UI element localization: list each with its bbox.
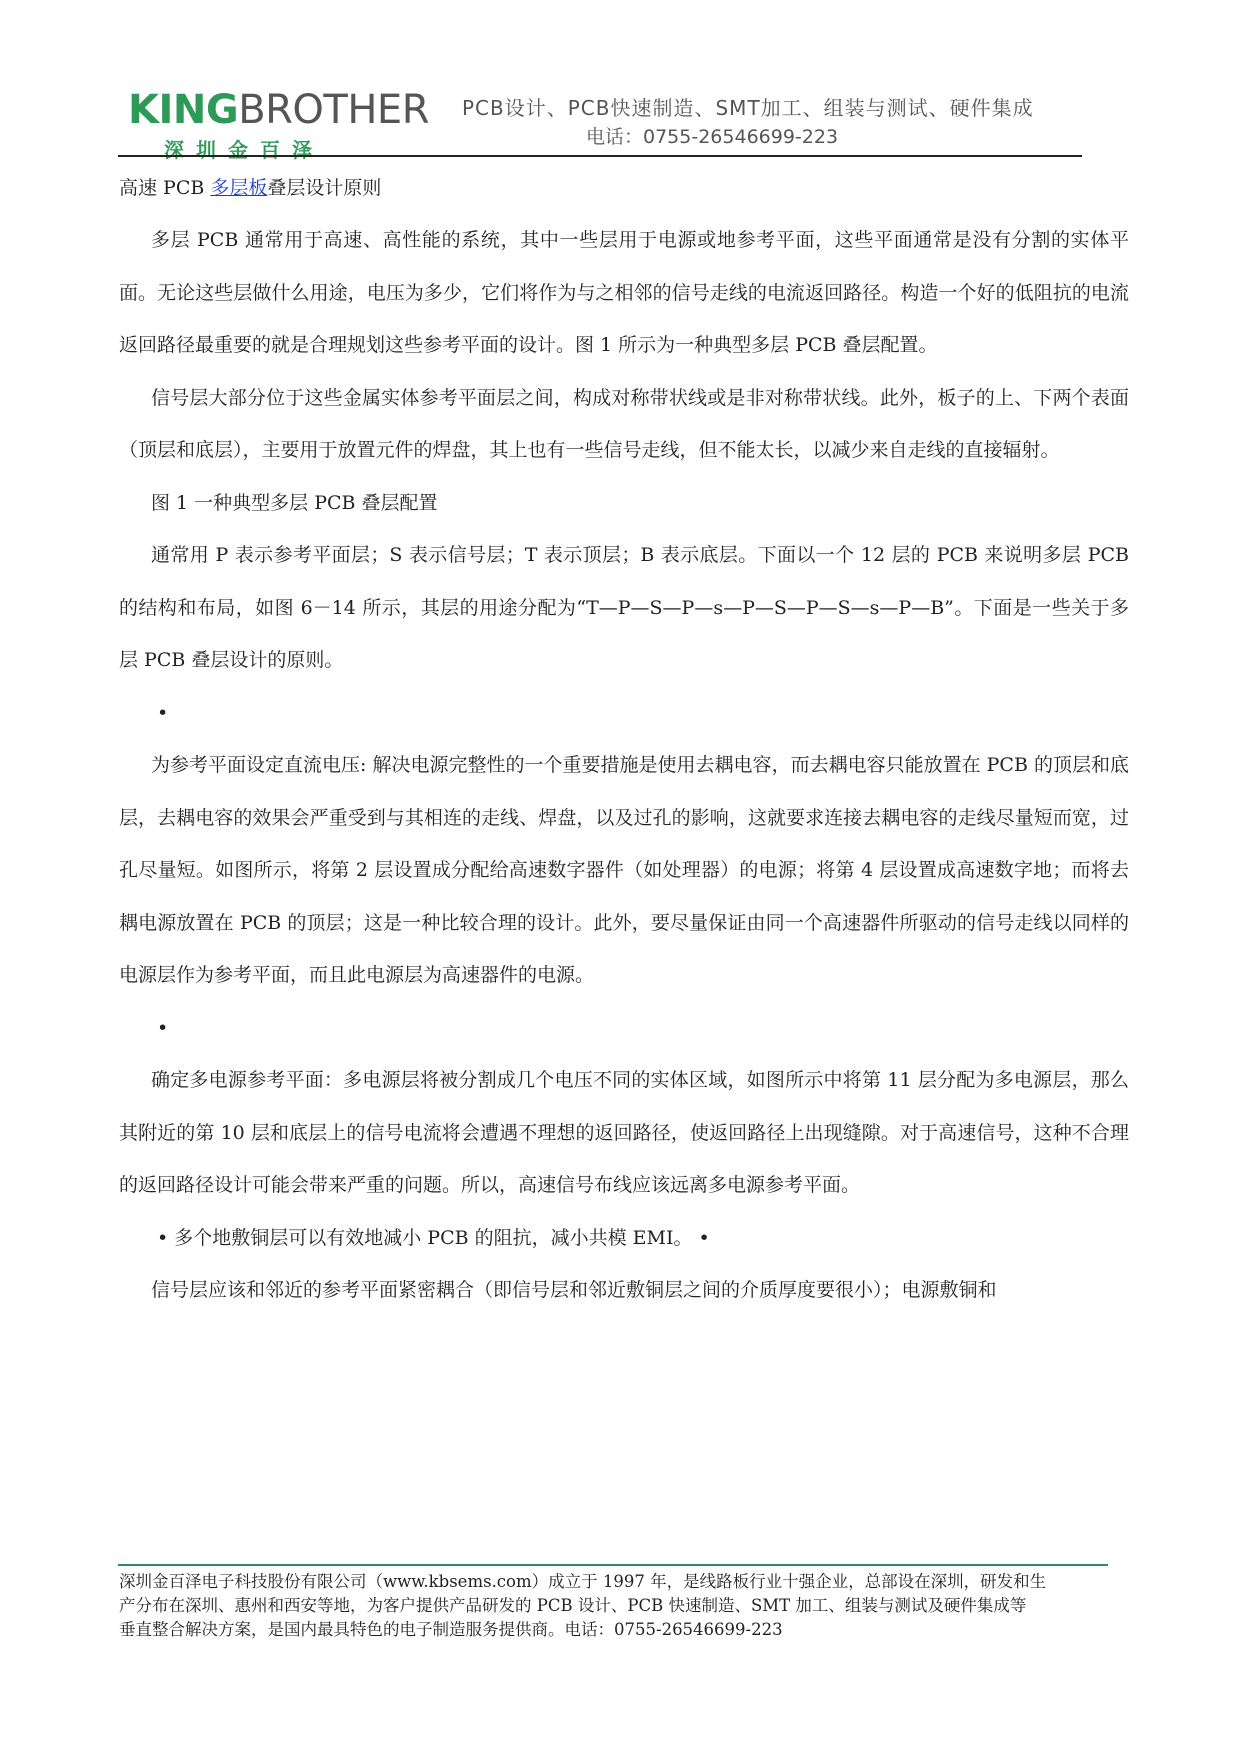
footer-line-2: 产分布在深圳、惠州和西安等地，为客户提供产品研发的 PCB 设计、PCB 快速制造、SMT 加工、组装与测试及硬件集成等 xyxy=(119,1596,1027,1615)
bullet-ground-copper: • 多个地敷铜层可以有效地减小 PCB 的阻抗，减小共模 EMI。 • xyxy=(157,1226,710,1249)
title-link-multilayer-board[interactable]: 多层板 xyxy=(210,177,268,199)
company-logo xyxy=(128,87,429,163)
paragraph-signal-coupling: 信号层应该和邻近的参考平面紧密耦合（即信号层和邻近敷铜层之间的介质厚度要很小）；电源敷铜和 xyxy=(151,1279,997,1301)
logo-chinese-name: 深圳金百泽 xyxy=(164,138,324,162)
paragraph-layer-notation: 通常用 P 表示参考平面层；S 表示信号层；T 表示顶层；B 表示底层。下面以一个 12 层的 PCB 来说明多层 PCB 的结构和布局，如图 6－14 所示，其层的用途分配为“T—P—S—P—s—P—S—P—S—s—P—B”。下面是一些关于多层 PCB 叠层设计的原则。 xyxy=(119,544,1129,671)
header-slogan: PCB设计、PCB快速制造、SMT加工、组装与测试、硬件集成 xyxy=(462,96,1034,120)
logo-brother: BROTHER xyxy=(238,87,429,133)
title-prefix: 高速 PCB xyxy=(119,177,211,199)
paragraph-multi-power-plane: 确定多电源参考平面：多电源层将被分割成几个电压不同的实体区域，如图所示中将第 11 层分配为多电源层，那么其附近的第 10 层和底层上的信号电流将会遭遇不理想的返回路径，使返回路径上出现缝隙。对于高速信号，这种不合理的返回路径设计可能会带来严重的问题。所以，高速信号布线应该远离多电源参考平面。 xyxy=(119,1069,1129,1196)
logo-wordmark xyxy=(128,87,429,133)
footer-divider xyxy=(118,1564,1108,1566)
bullet-marker-2: • xyxy=(157,1016,169,1039)
logo-king: KING xyxy=(128,87,239,133)
page-header xyxy=(0,0,1241,160)
header-phone: 电话：0755-26546699-223 xyxy=(586,126,839,148)
paragraph-intro: 多层 PCB 通常用于高速、高性能的系统，其中一些层用于电源或地参考平面，这些平面通常是没有分割的实体平面。无论这些层做什么用途，电压为多少，它们将作为与之相邻的信号走线的电流返回路径。构造一个好的低阻抗的电流返回路径最重要的就是合理规划这些参考平面的设计。图 1 所示为一种典型多层 PCB 叠层配置。 xyxy=(119,229,1129,356)
figure-caption: 图 1 一种典型多层 PCB 叠层配置 xyxy=(151,491,438,514)
footer-line-1: 深圳金百泽电子科技股份有限公司（www.kbsems.com）成立于 1997 年，是线路板行业十强企业，总部设在深圳，研发和生 xyxy=(119,1572,1047,1591)
footer-line-3: 垂直整合解决方案，是国内最具特色的电子制造服务提供商。电话：0755-26546699-223 xyxy=(119,1620,783,1639)
document-body xyxy=(119,162,1129,1317)
document-title xyxy=(119,162,1129,214)
paragraph-signal-layers: 信号层大部分位于这些金属实体参考平面层之间，构成对称带状线或是非对称带状线。此外，板子的上、下两个表面（顶层和底层），主要用于放置元件的焊盘，其上也有一些信号走线，但不能太长，以减少来自走线的直接辐射。 xyxy=(119,386,1129,461)
bullet-marker-1: • xyxy=(157,701,169,724)
paragraph-dc-voltage: 为参考平面设定直流电压: 解决电源完整性的一个重要措施是使用去耦电容，而去耦电容只能放置在 PCB 的顶层和底层，去耦电容的效果会严重受到与其相连的走线、焊盘，以及过孔的影响，这就要求连接去耦电容的走线尽量短而宽，过孔尽量短。如图所示，将第 2 层设置成分配给高速数字器件（如处理器）的电源；将第 4 层设置成高速数字地；而将去耦电源放置在 PCB 的顶层；这是一种比较合理的设计。此外，要尽量保证由同一个高速器件所驱动的信号走线以同样的电源层作为参考平面，而且此电源层为高速器件的电源。 xyxy=(119,754,1129,986)
page-footer xyxy=(119,1570,1129,1642)
header-divider xyxy=(118,155,1082,157)
title-suffix: 叠层设计原则 xyxy=(267,177,382,199)
